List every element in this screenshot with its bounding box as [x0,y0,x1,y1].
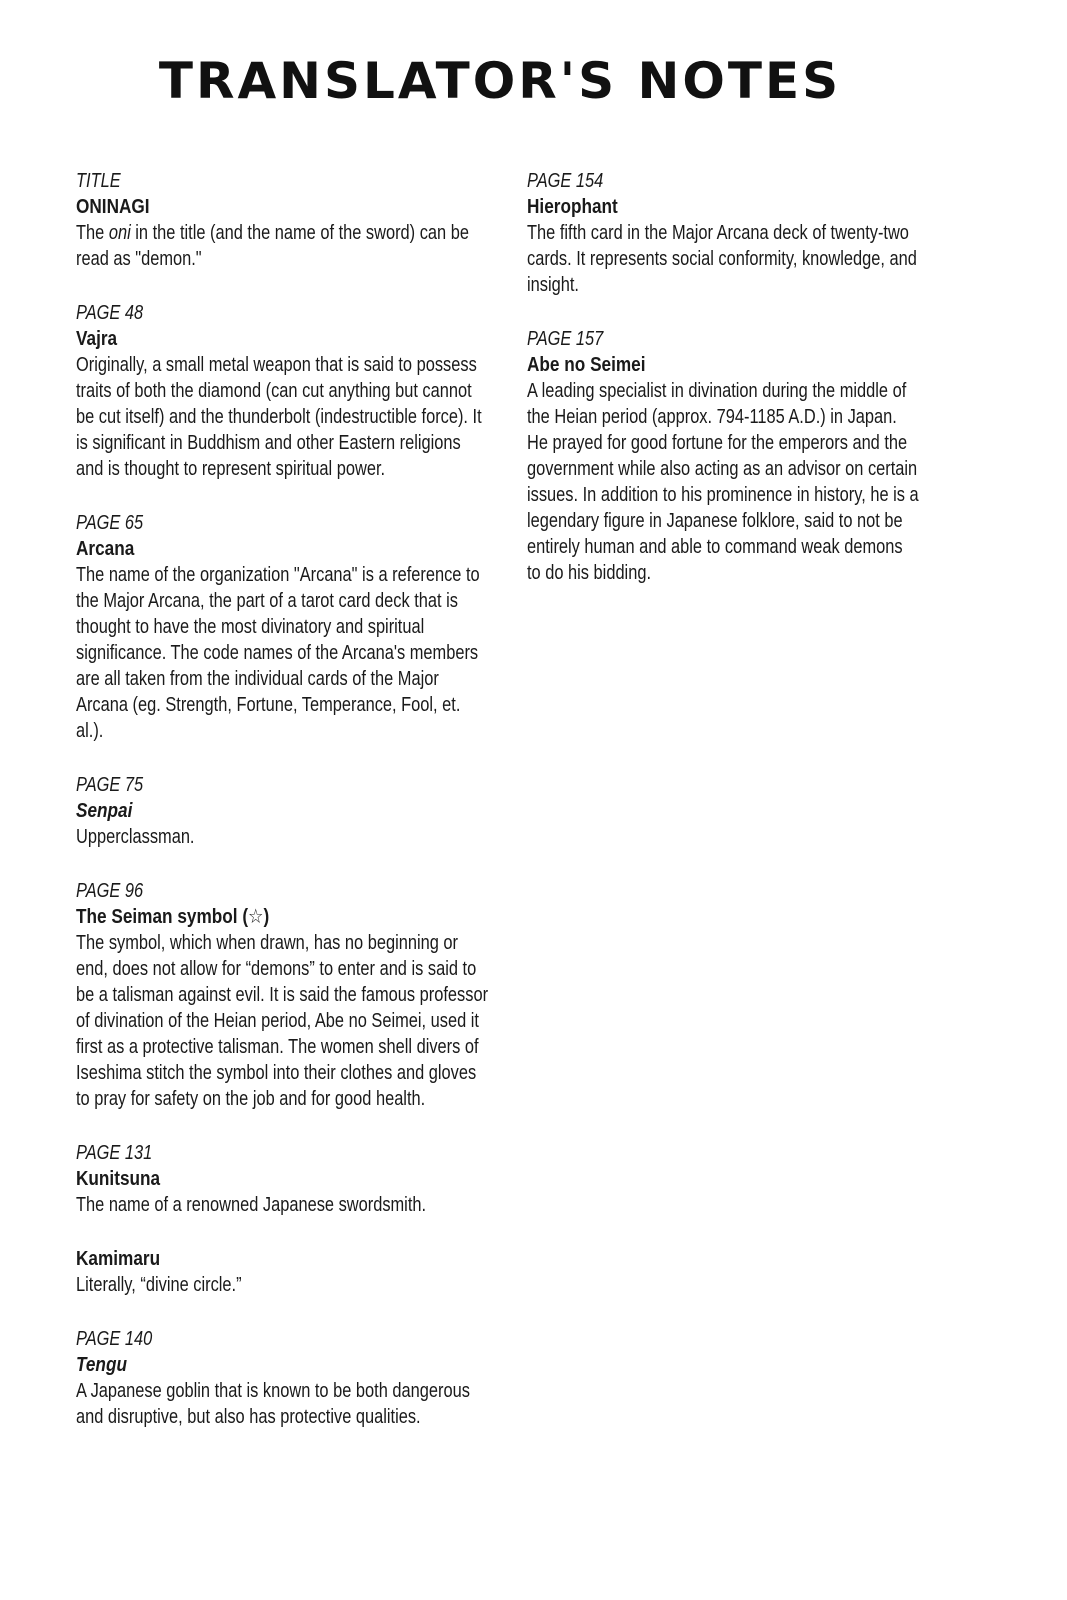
note-page-label: TITLE [76,170,121,192]
note-term: Hierophant [527,196,618,218]
note-hierophant [527,168,927,298]
note-tengu [76,1326,496,1430]
note-abe-no-seimei [527,326,927,586]
page-title: TRANSLATOR'S NOTES [158,52,842,110]
note-senpai [76,772,496,850]
note-term: Abe no Seimei [527,354,646,376]
note-text: The symbol, which when drawn, has no beginning or end, does not allow for “demons” to enter and is said to be a talisman against evil. It is said the famous professor of divination of the Heian period, Abe no Seimei, used it first as a protective talisman. The women shell divers of Iseshima stitch the symbol into their clothes and gloves to pray for safety on the job and for good health. [76,932,489,1110]
note-page-label: PAGE 75 [76,774,144,796]
note-text: The fifth card in the Major Arcana deck of twenty-two cards. It represents social conformity, knowledge, and insight. [527,222,917,296]
note-page-label: PAGE 157 [527,328,604,350]
right-column [527,168,927,614]
note-kunitsuna [76,1140,496,1218]
note-page-label: PAGE 131 [76,1142,153,1164]
note-term: Tengu [76,1354,127,1376]
note-text: Originally, a small metal weapon that is said to possess traits of both the diamond (can cut anything but cannot be cut itself) and the thunderbolt (indestructible force). It is significant in Buddhism and other Eastern religions and is thought to represent spiritual power. [76,354,482,480]
note-page-label: PAGE 48 [76,302,144,324]
note-text: A Japanese goblin that is known to be both dangerous and disruptive, but also has protective qualities. [76,1380,470,1428]
note-page-label: PAGE 96 [76,880,144,902]
note-term: Senpai [76,800,133,822]
note-text: The name of a renowned Japanese swordsmith. [76,1194,427,1216]
note-term: Kunitsuna [76,1168,161,1190]
note-term: Vajra [76,328,118,350]
note-term: ONINAGI [76,196,150,218]
note-kamimaru [76,1246,496,1298]
note-oninagi [76,168,496,272]
note-arcana [76,510,496,744]
note-text: Literally, “divine circle.” [76,1274,242,1296]
note-text: Upperclassman. [76,826,195,848]
note-term: Kamimaru [76,1248,161,1270]
note-term: The Seiman symbol (☆) [76,906,270,928]
note-page-label: PAGE 65 [76,512,144,534]
note-text: The oni in the title (and the name of the sword) can be read as "demon." [76,222,469,270]
note-term: Arcana [76,538,135,560]
left-column [76,168,496,1458]
note-text-emphasis: oni [108,222,131,244]
note-seiman-symbol [76,878,496,1112]
note-text: A leading specialist in divination during the middle of the Heian period (approx. 794-1185 A.D.) in Japan. He prayed for good fortune for the emperors and the government while also acting as an advisor on certain issues. In addition to his prominence in history, he is a legendary figure in Japanese folklore, said to not be entirely human and able to command weak demons to do his bidding. [527,380,919,584]
note-page-label: PAGE 154 [527,170,604,192]
note-text: The name of the organization "Arcana" is a reference to the Major Arcana, the part of a tarot card deck that is thought to have the most divinatory and spiritual significance. The code names of the Arcana's members are all taken from the individual cards of the Major Arcana (eg. Strength, Fortune, Temperance, Fool, et. al.). [76,564,480,742]
note-vajra [76,300,496,482]
note-page-label: PAGE 140 [76,1328,153,1350]
